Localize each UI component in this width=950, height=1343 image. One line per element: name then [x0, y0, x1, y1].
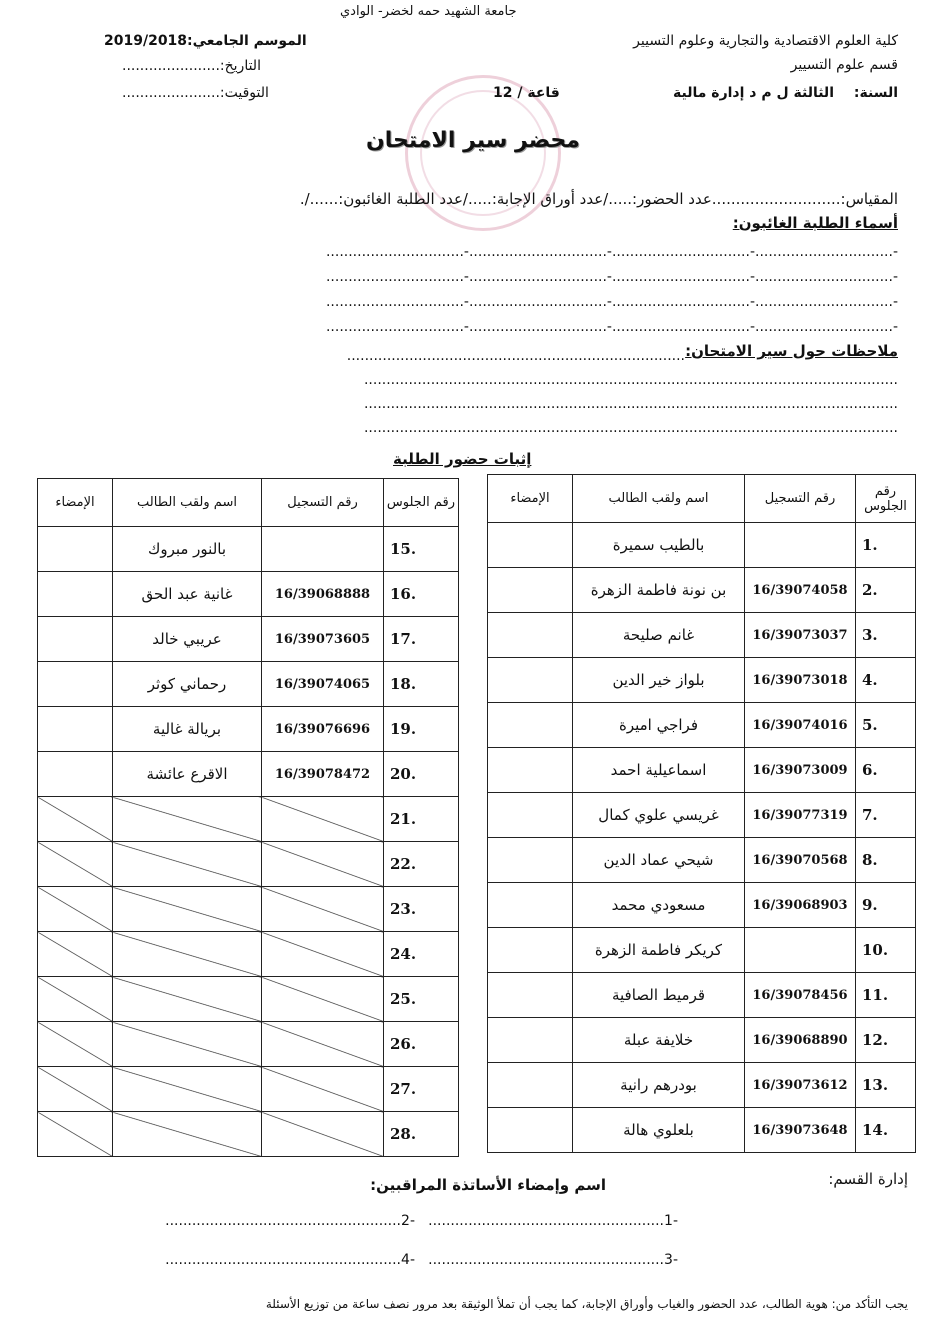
table-row — [38, 527, 459, 572]
seat-number-cell: 14. — [856, 1108, 916, 1153]
signature-cell[interactable] — [488, 703, 573, 748]
table-row — [488, 973, 916, 1018]
year-value: الثالثة ل م د إدارة مالية — [673, 85, 834, 101]
seat-number-cell: 26. — [384, 1022, 459, 1067]
notes-title: ملاحظات حول سير الامتحان: — [685, 342, 898, 360]
table-row — [488, 1063, 916, 1108]
notes-line-2[interactable]: ........................................................................................................................ — [363, 396, 898, 412]
student-name-cell — [113, 1067, 262, 1112]
signature-cell[interactable] — [488, 973, 573, 1018]
registration-number-cell: 16/39070568 — [745, 838, 856, 883]
university-name: جامعة الشهيد حمه لخضر- الوادي — [340, 4, 517, 19]
seat-number-cell: 9. — [856, 883, 916, 928]
table-row — [488, 1018, 916, 1063]
table-row — [38, 1112, 459, 1157]
signature-cell[interactable] — [38, 842, 113, 887]
seat-number-cell: 8. — [856, 838, 916, 883]
sign-header: الإمضاء — [38, 479, 113, 527]
registration-number-cell — [262, 932, 384, 977]
registration-number-cell: 16/39073018 — [745, 658, 856, 703]
signature-cell[interactable] — [488, 928, 573, 973]
seat-number-cell: 16. — [384, 572, 459, 617]
student-name-cell: اسماعيلية احمد — [573, 748, 745, 793]
table-row — [488, 883, 916, 928]
student-name-cell: كريكر فاطمة الزهرة — [573, 928, 745, 973]
absent-line-2[interactable]: -...............................-...............................-...............................-............................... — [325, 269, 898, 285]
signature-cell[interactable] — [38, 932, 113, 977]
registration-number-cell: 16/39073009 — [745, 748, 856, 793]
student-name-cell — [113, 932, 262, 977]
supervisor-1[interactable]: -1..................................................... — [428, 1213, 678, 1229]
reg-header: رقم التسجيل — [262, 479, 384, 527]
supervisor-4[interactable]: -4..................................................... — [165, 1252, 415, 1268]
year-label: السنة: — [853, 85, 898, 101]
notes-line-3[interactable]: ........................................................................................................................ — [363, 420, 898, 436]
table-row — [488, 748, 916, 793]
department-name: قسم علوم التسيير — [790, 57, 898, 73]
registration-number-cell: 16/39074058 — [745, 568, 856, 613]
seat-number-cell: 24. — [384, 932, 459, 977]
seat-number-cell: 2. — [856, 568, 916, 613]
table-row — [38, 842, 459, 887]
registration-number-cell — [262, 1112, 384, 1157]
signature-cell[interactable] — [38, 797, 113, 842]
table-row — [488, 838, 916, 883]
absent-line-1[interactable]: -...............................-...............................-...............................-............................... — [325, 244, 898, 260]
notes-line-0[interactable]: ............................................................................ — [346, 348, 685, 364]
seat-number-cell: 10. — [856, 928, 916, 973]
registration-number-cell — [262, 977, 384, 1022]
student-name-cell: غانم صليحة — [573, 613, 745, 658]
student-name-cell: بودرهم رانية — [573, 1063, 745, 1108]
name-header: اسم ولقب الطالب — [113, 479, 262, 527]
student-name-cell: بريالة غالية — [113, 707, 262, 752]
module-line[interactable]: المقياس:...........................عدد الحضور:...../عدد أوراق الإجابة:...../عدد الطلبة الغائبون:....../. — [299, 190, 898, 208]
absent-title: أسماء الطلبة الغائبون: — [732, 214, 898, 232]
signature-cell[interactable] — [38, 752, 113, 797]
seat-header: رقم الجلوس — [384, 479, 459, 527]
table-row — [488, 703, 916, 748]
absent-line-3[interactable]: -...............................-...............................-...............................-............................... — [325, 294, 898, 310]
table-row — [38, 572, 459, 617]
registration-number-cell: 16/39073037 — [745, 613, 856, 658]
seat-number-cell: 18. — [384, 662, 459, 707]
signature-cell[interactable] — [488, 658, 573, 703]
signature-cell[interactable] — [38, 1067, 113, 1112]
name-header: اسم ولقب الطالب — [573, 475, 745, 523]
footer-note: يجب التأكد من: هوية الطالب، عدد الحضور والغياب وأوراق الإجابة، كما يجب أن تملأ الوثيقة بعد مرور نصف ساعة من توزيع الأسئلة — [265, 1297, 908, 1311]
registration-number-cell: 16/39073612 — [745, 1063, 856, 1108]
notes-line-1[interactable]: ........................................................................................................................ — [363, 372, 898, 388]
department-admin-label: إدارة القسم: — [828, 1170, 908, 1188]
seat-number-cell: 28. — [384, 1112, 459, 1157]
registration-number-cell: 16/39078472 — [262, 752, 384, 797]
table-row — [38, 1067, 459, 1112]
seat-number-cell: 7. — [856, 793, 916, 838]
signature-cell[interactable] — [488, 883, 573, 928]
table-row — [488, 568, 916, 613]
registration-number-cell: 16/39074065 — [262, 662, 384, 707]
signature-cell[interactable] — [488, 523, 573, 568]
signature-cell[interactable] — [38, 662, 113, 707]
student-name-cell — [113, 842, 262, 887]
seat-number-cell: 22. — [384, 842, 459, 887]
signature-cell[interactable] — [488, 568, 573, 613]
table-row — [488, 658, 916, 703]
seat-number-cell: 19. — [384, 707, 459, 752]
student-name-cell: خلايفة عبلة — [573, 1018, 745, 1063]
supervisor-3[interactable]: -3..................................................... — [428, 1252, 678, 1268]
seat-number-cell: 27. — [384, 1067, 459, 1112]
table-row — [488, 1108, 916, 1153]
signature-cell[interactable] — [488, 793, 573, 838]
seat-number-cell: 17. — [384, 617, 459, 662]
table-row — [38, 617, 459, 662]
registration-number-cell — [745, 523, 856, 568]
time-field[interactable]: التوقيت:...................... — [122, 85, 269, 101]
registration-number-cell: 16/39073605 — [262, 617, 384, 662]
student-name-cell: بالطيب سميرة — [573, 523, 745, 568]
season-label: الموسم الجامعي:2019/2018 — [104, 33, 307, 49]
registration-number-cell — [262, 887, 384, 932]
reg-header: رقم التسجيل — [745, 475, 856, 523]
seat-number-cell: 13. — [856, 1063, 916, 1108]
signature-cell[interactable] — [38, 977, 113, 1022]
student-name-cell — [113, 1112, 262, 1157]
registration-number-cell: 16/39076696 — [262, 707, 384, 752]
supervisor-2[interactable]: -2..................................................... — [165, 1213, 415, 1229]
registration-number-cell — [745, 928, 856, 973]
attendance-table-left — [37, 478, 459, 1157]
student-name-cell — [113, 977, 262, 1022]
signature-cell[interactable] — [488, 838, 573, 883]
seat-number-cell: 15. — [384, 527, 459, 572]
seat-number-cell: 4. — [856, 658, 916, 703]
table-row — [488, 613, 916, 658]
seat-number-cell: 5. — [856, 703, 916, 748]
page-title: محضر سير الامتحان — [366, 128, 580, 153]
signature-cell[interactable] — [488, 748, 573, 793]
registration-number-cell — [262, 1022, 384, 1067]
student-name-cell: رحماني كوثر — [113, 662, 262, 707]
registration-number-cell — [262, 1067, 384, 1112]
signature-cell[interactable] — [38, 572, 113, 617]
registration-number-cell: 16/39068903 — [745, 883, 856, 928]
signature-cell[interactable] — [38, 1022, 113, 1067]
registration-number-cell: 16/39077319 — [745, 793, 856, 838]
student-name-cell: غانية عبد الحق — [113, 572, 262, 617]
signature-cell[interactable] — [488, 1063, 573, 1108]
registration-number-cell — [262, 842, 384, 887]
room-label: قاعة / 12 — [493, 85, 560, 101]
seat-number-cell: 23. — [384, 887, 459, 932]
signature-cell[interactable] — [488, 1108, 573, 1153]
absent-line-4[interactable]: -...............................-...............................-...............................-............................... — [325, 319, 898, 335]
registration-number-cell: 16/39073648 — [745, 1108, 856, 1153]
table-row — [38, 752, 459, 797]
registration-number-cell — [262, 527, 384, 572]
registration-number-cell: 16/39068890 — [745, 1018, 856, 1063]
student-name-cell — [113, 797, 262, 842]
sign-header: الإمضاء — [488, 475, 573, 523]
seat-number-cell: 3. — [856, 613, 916, 658]
signature-cell[interactable] — [38, 527, 113, 572]
registration-number-cell: 16/39074016 — [745, 703, 856, 748]
seat-number-cell: 1. — [856, 523, 916, 568]
date-field[interactable]: التاريخ:...................... — [122, 58, 261, 74]
table-row — [38, 707, 459, 752]
seat-number-cell: 25. — [384, 977, 459, 1022]
student-name-cell: قرميط الصافية — [573, 973, 745, 1018]
signature-cell[interactable] — [38, 617, 113, 662]
table-row — [488, 523, 916, 568]
signature-cell[interactable] — [38, 1112, 113, 1157]
student-name-cell: بالنور مبروك — [113, 527, 262, 572]
seat-number-cell: 21. — [384, 797, 459, 842]
supervisors-title: اسم وإمضاء الأساتذة المراقبين: — [370, 1176, 606, 1194]
table-row — [38, 932, 459, 977]
student-name-cell: بن نونة فاطمة الزهرة — [573, 568, 745, 613]
student-name-cell: بلعلوي هالة — [573, 1108, 745, 1153]
seat-number-cell: 20. — [384, 752, 459, 797]
faculty-name: كلية العلوم الاقتصادية والتجارية وعلوم التسيير — [633, 33, 898, 49]
table-row — [488, 793, 916, 838]
registration-number-cell: 16/39078456 — [745, 973, 856, 1018]
table-row — [38, 797, 459, 842]
student-name-cell: بلواز خير الدين — [573, 658, 745, 703]
seat-header: رقم الجلوس — [856, 475, 916, 523]
signature-cell[interactable] — [488, 613, 573, 658]
table-row — [488, 928, 916, 973]
student-name-cell: مسعودي محمد — [573, 883, 745, 928]
attendance-title: إثبات حضور الطلبة — [393, 450, 532, 468]
student-name-cell: عريبي خالد — [113, 617, 262, 662]
seat-number-cell: 11. — [856, 973, 916, 1018]
table-row — [38, 977, 459, 1022]
table-row — [38, 887, 459, 932]
registration-number-cell: 16/39068888 — [262, 572, 384, 617]
student-name-cell: شيحي عماد الدين — [573, 838, 745, 883]
attendance-table-right — [487, 474, 916, 1153]
signature-cell[interactable] — [38, 707, 113, 752]
table-row — [38, 662, 459, 707]
student-name-cell: فراجي اميرة — [573, 703, 745, 748]
student-name-cell: الاقرع عائشة — [113, 752, 262, 797]
seat-number-cell: 12. — [856, 1018, 916, 1063]
student-name-cell — [113, 887, 262, 932]
seat-number-cell: 6. — [856, 748, 916, 793]
signature-cell[interactable] — [488, 1018, 573, 1063]
student-name-cell — [113, 1022, 262, 1067]
signature-cell[interactable] — [38, 887, 113, 932]
student-name-cell: غريسي علوي كمال — [573, 793, 745, 838]
registration-number-cell — [262, 797, 384, 842]
table-row — [38, 1022, 459, 1067]
